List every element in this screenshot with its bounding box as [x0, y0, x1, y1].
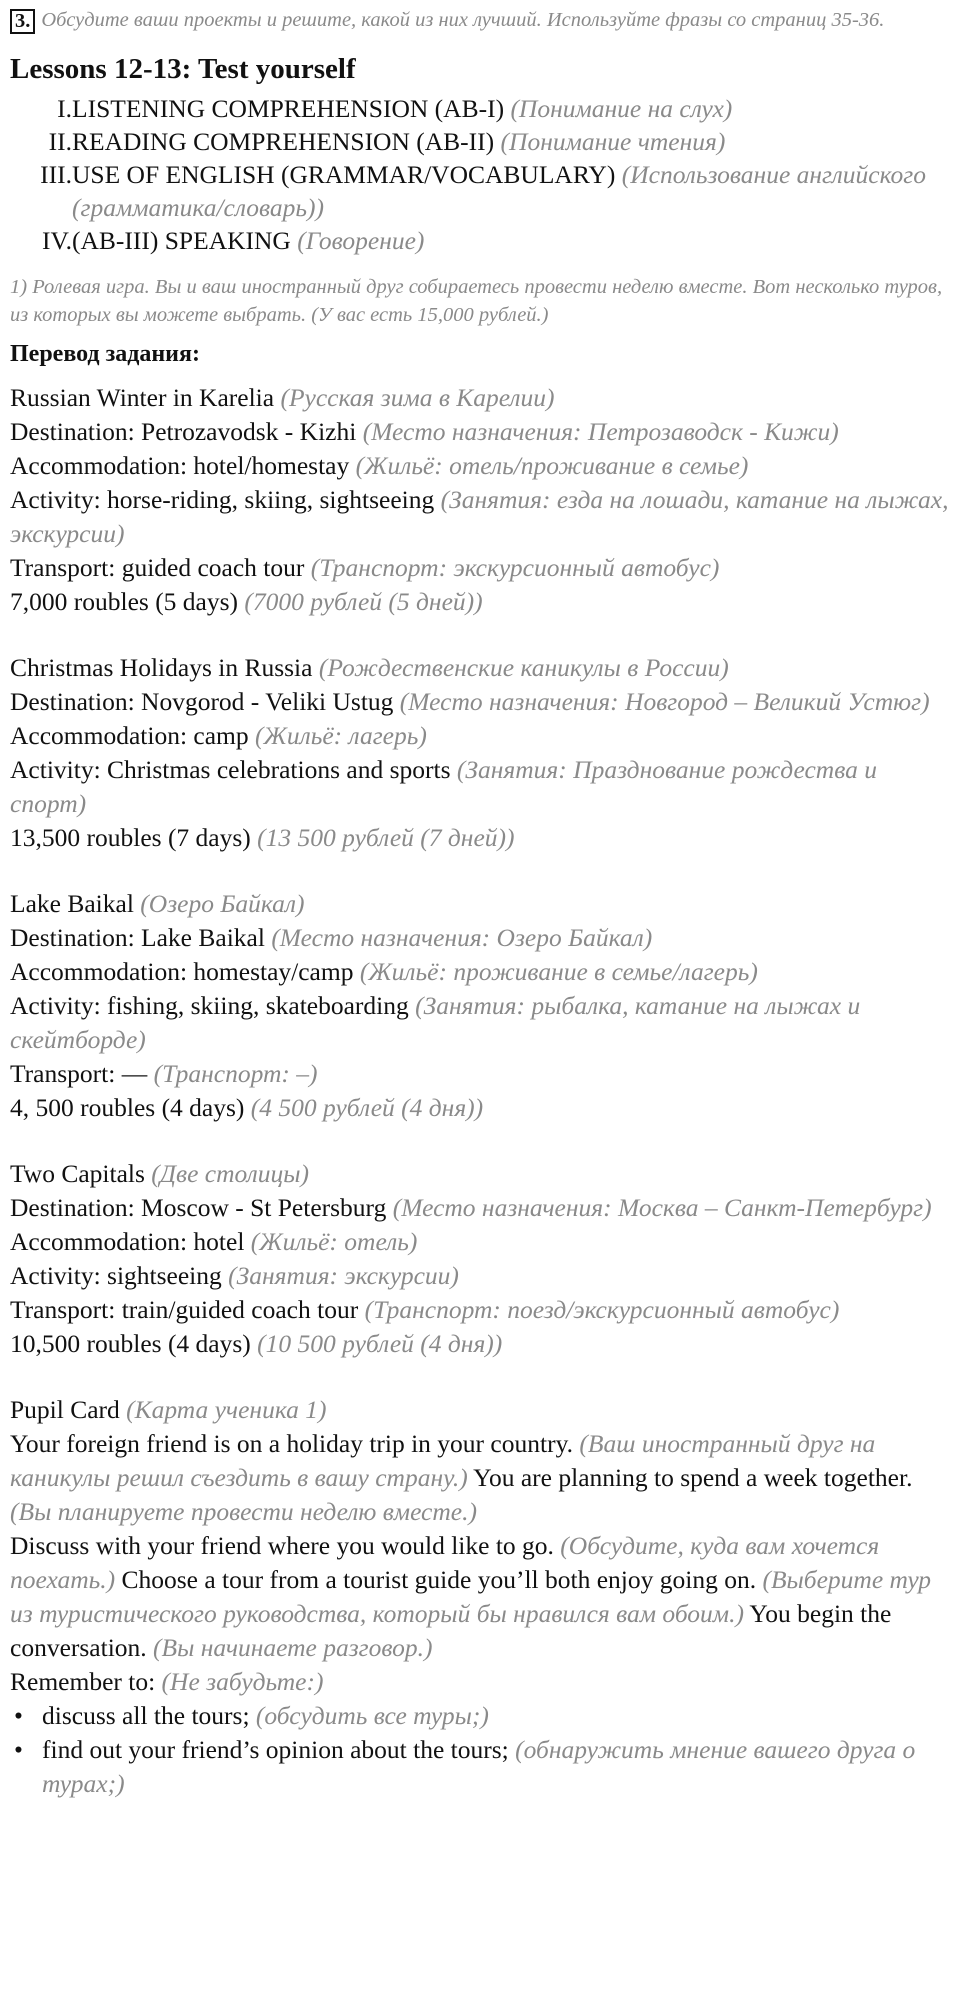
reminder-list: [10, 1699, 950, 1801]
detail-en: Destination: Novgorod - Veliki Ustug: [10, 687, 394, 716]
bullet-en: discuss all the tours;: [42, 1701, 250, 1730]
lesson-title: Lessons 12-13: Test yourself: [10, 53, 356, 85]
section-number: III.: [40, 160, 72, 189]
detail-en: Destination: Moscow - St Petersburg: [10, 1193, 387, 1222]
tour-detail: [10, 1225, 950, 1259]
detail-ru: (Занятия: рыбалка, катание на лыжах и скейтборде): [10, 991, 861, 1054]
detail-ru: (Место назначения: Москва – Санкт-Петербург): [392, 1193, 932, 1222]
detail-ru: (Место назначения: Петрозаводск - Кижи): [362, 417, 839, 446]
tour-title-ru: (Рождественские каникулы в России): [318, 653, 729, 682]
detail-en: Accommodation: camp: [10, 721, 249, 750]
price-ru: (10 500 рублей (4 дня)): [257, 1329, 503, 1358]
card-sentence-en: Discuss with your friend where you would like to go.: [10, 1531, 554, 1560]
tour-title-en: Two Capitals: [10, 1159, 145, 1188]
detail-en: Transport: —: [10, 1059, 148, 1088]
detail-ru: (Транспорт: –): [153, 1059, 318, 1088]
bullet-ru: (обнаружить мнение вашего друга о турах;): [42, 1735, 916, 1798]
tour-detail: [10, 1057, 950, 1091]
detail-ru: (Жильё: отель): [250, 1227, 418, 1256]
price-en: 13,500 roubles (7 days): [10, 823, 251, 852]
tour-title-ru: (Русская зима в Карелии): [280, 383, 555, 412]
pupil-card-text: [10, 1427, 950, 1529]
task-text: Обсудите ваши проекты и решите, какой из них лучший. Используйте фразы со страниц 35-36.: [41, 9, 885, 31]
roleplay-instruction: 1) Ролевая игра. Вы и ваш иностранный друг собираетесь провести неделю вместе. Вот несколько туров, из которых вы можете выбрать. (У вас есть 15,000 рублей.): [10, 276, 943, 326]
tour-price: [10, 1091, 950, 1125]
section-title: (AB-III) SPEAKING: [72, 226, 291, 255]
detail-ru: (Занятия: езда на лошади, катание на лыжах, экскурсии): [10, 485, 949, 548]
tour-detail: [10, 1259, 950, 1293]
section-title: READING COMPREHENSION (AB-II): [72, 127, 495, 156]
remember-line: [10, 1665, 950, 1699]
tour-title-en: Lake Baikal: [10, 889, 134, 918]
detail-en: Destination: Petrozavodsk - Kizhi: [10, 417, 357, 446]
remember-ru: (Не забудьте:): [161, 1667, 324, 1696]
tour-detail: [10, 989, 950, 1057]
card-sentence-ru: (Выберите тур из туристического руководства, который бы нравился вам обоим.): [10, 1565, 932, 1628]
card-sentence-en: Choose a tour from a tourist guide you’ll both enjoy going on.: [121, 1565, 757, 1594]
tour-title: [10, 887, 950, 921]
tour-price: [10, 821, 950, 855]
tour-detail: [10, 483, 950, 551]
detail-ru: (Жильё: лагерь): [255, 721, 427, 750]
section-translation: (Использование английского (грамматика/словарь)): [72, 160, 926, 222]
detail-ru: (Транспорт: поезд/экскурсионный автобус): [364, 1295, 840, 1324]
card-sentence-en: Your foreign friend is on a holiday trip in your country.: [10, 1429, 574, 1458]
tour-detail: [10, 921, 950, 955]
detail-ru: (Занятия: Празднование рождества и спорт): [10, 755, 877, 818]
card-sentence-ru: (Вы начинаете разговор.): [153, 1633, 433, 1662]
pupil-card-title: [10, 1393, 950, 1427]
tour-title-en: Russian Winter in Karelia: [10, 383, 275, 412]
section-item: [10, 125, 950, 158]
pupil-card: [10, 1393, 950, 1801]
detail-ru: (Транспорт: экскурсионный автобус): [310, 553, 720, 582]
card-sentence-ru: (Обсудите, куда вам хочется поехать.): [10, 1531, 880, 1594]
tour-title-ru: (Две столицы): [151, 1159, 310, 1188]
tour-price: [10, 585, 950, 619]
tour-detail: [10, 1293, 950, 1327]
section-title: USE OF ENGLISH (GRAMMAR/VOCABULARY): [72, 160, 616, 189]
detail-en: Accommodation: homestay/camp: [10, 957, 354, 986]
tour-detail: [10, 551, 950, 585]
price-ru: (13 500 рублей (7 дней)): [257, 823, 515, 852]
tour-detail: [10, 955, 950, 989]
bullet-en: find out your friend’s opinion about the tours;: [42, 1735, 509, 1764]
detail-ru: (Место назначения: Озеро Байкал): [271, 923, 653, 952]
tour-title-ru: (Озеро Байкал): [140, 889, 305, 918]
tour-card: [10, 651, 950, 855]
pupil-card-title-ru: (Карта ученика 1): [126, 1395, 327, 1424]
section-translation: (Понимание на слух): [510, 94, 733, 123]
tour-title-en: Christmas Holidays in Russia: [10, 653, 313, 682]
pupil-card-text: [10, 1529, 950, 1665]
section-translation: (Говорение): [297, 226, 425, 255]
task-number: 3.: [10, 9, 35, 34]
detail-en: Accommodation: hotel: [10, 1227, 245, 1256]
section-item: [10, 92, 950, 125]
detail-en: Destination: Lake Baikal: [10, 923, 265, 952]
price-en: 10,500 roubles (4 days): [10, 1329, 251, 1358]
tour-detail: [10, 415, 950, 449]
card-sentence-en: You begin the conversation.: [10, 1599, 892, 1662]
list-item: [10, 1733, 950, 1801]
tour-card: [10, 887, 950, 1125]
test-sections-list: [10, 92, 950, 257]
tour-detail: [10, 753, 950, 821]
detail-en: Transport: train/guided coach tour: [10, 1295, 359, 1324]
section-number: II.: [48, 127, 72, 156]
detail-en: Transport: guided coach tour: [10, 553, 305, 582]
tour-title: [10, 381, 950, 415]
price-ru: (4 500 рублей (4 дня)): [250, 1093, 484, 1122]
tour-title: [10, 651, 950, 685]
card-sentence-ru: (Ваш иностранный друг на каникулы решил съездить в вашу страну.): [10, 1429, 876, 1492]
task-instruction: [10, 6, 950, 34]
detail-ru: (Место назначения: Новгород – Великий Устюг): [399, 687, 930, 716]
tour-detail: [10, 685, 950, 719]
detail-en: Activity: horse-riding, skiing, sightseeing: [10, 485, 435, 514]
card-sentence-en: You are planning to spend a week together.: [473, 1463, 913, 1492]
price-en: 7,000 roubles (5 days): [10, 587, 239, 616]
pupil-card-title-en: Pupil Card: [10, 1395, 120, 1424]
remember-en: Remember to:: [10, 1667, 156, 1696]
tour-card: [10, 381, 950, 619]
section-number: IV.: [42, 226, 72, 255]
tour-card: [10, 1157, 950, 1361]
card-sentence-ru: (Вы планируете провести неделю вместе.): [10, 1497, 477, 1526]
section-translation: (Понимание чтения): [500, 127, 726, 156]
tour-price: [10, 1327, 950, 1361]
section-item: [10, 158, 950, 224]
price-ru: (7000 рублей (5 дней)): [244, 587, 483, 616]
tour-detail: [10, 449, 950, 483]
detail-en: Activity: sightseeing: [10, 1261, 222, 1290]
list-item: [10, 1699, 950, 1733]
detail-en: Activity: fishing, skiing, skateboarding: [10, 991, 409, 1020]
detail-en: Activity: Christmas celebrations and sports: [10, 755, 451, 784]
price-en: 4, 500 roubles (4 days): [10, 1093, 245, 1122]
detail-en: Accommodation: hotel/homestay: [10, 451, 350, 480]
bullet-ru: (обсудить все туры;): [255, 1701, 489, 1730]
detail-ru: (Занятия: экскурсии): [228, 1261, 459, 1290]
detail-ru: (Жильё: отель/проживание в семье): [355, 451, 749, 480]
section-number: I.: [57, 94, 72, 123]
translation-heading: Перевод задания:: [10, 341, 200, 367]
tour-detail: [10, 719, 950, 753]
detail-ru: (Жильё: проживание в семье/лагерь): [359, 957, 758, 986]
tour-title: [10, 1157, 950, 1191]
section-title: LISTENING COMPREHENSION (AB-I): [72, 94, 505, 123]
section-item: [10, 224, 950, 257]
tour-detail: [10, 1191, 950, 1225]
